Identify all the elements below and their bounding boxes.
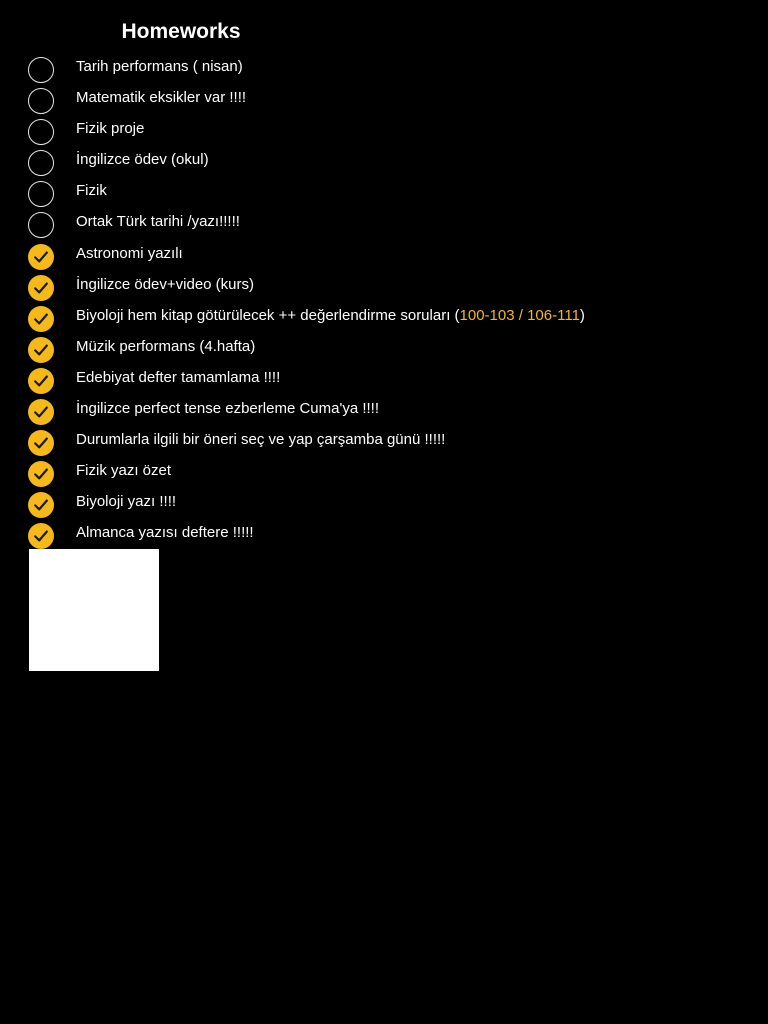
unchecked-circle-icon[interactable]	[28, 212, 54, 238]
unchecked-circle-icon[interactable]	[28, 88, 54, 114]
checklist-item[interactable]	[0, 84, 768, 115]
checklist-item[interactable]	[0, 240, 768, 271]
checklist-item[interactable]	[0, 426, 768, 457]
checklist-item-text[interactable]: Astronomi yazılı	[76, 244, 183, 262]
unchecked-circle-icon[interactable]	[28, 119, 54, 145]
checklist-item[interactable]	[0, 395, 768, 426]
checklist-item[interactable]	[0, 177, 768, 208]
checklist-item[interactable]	[0, 271, 768, 302]
checklist-item-text[interactable]: Almanca yazısı deftere !!!!!	[76, 524, 254, 542]
checklist	[0, 53, 768, 551]
checklist-item-text[interactable]: Fizik proje	[76, 120, 145, 138]
checklist-item[interactable]	[0, 115, 768, 146]
checklist-item-text[interactable]: Fizik yazı özet	[76, 462, 172, 480]
checked-circle-icon[interactable]	[28, 244, 54, 270]
checked-circle-icon[interactable]	[28, 461, 54, 487]
inserted-image-placeholder[interactable]	[29, 549, 159, 671]
checklist-item-text[interactable]: Biyoloji yazı !!!!	[76, 493, 177, 511]
checklist-item-text[interactable]: İngilizce perfect tense ezberleme Cuma'ya !!!!	[76, 400, 380, 418]
unchecked-circle-icon[interactable]	[28, 57, 54, 83]
checklist-item-text[interactable]: Tarih performans ( nisan)	[76, 58, 243, 75]
checklist-item[interactable]	[0, 519, 768, 550]
checklist-item-text[interactable]: İngilizce ödev (okul)	[76, 151, 209, 169]
checked-circle-icon[interactable]	[28, 306, 54, 332]
checklist-item[interactable]	[0, 208, 768, 239]
unchecked-circle-icon[interactable]	[28, 181, 54, 207]
checklist-item-text[interactable]: Müzik performans (4.hafta)	[76, 337, 256, 355]
checklist-item-text[interactable]: Edebiyat defter tamamlama !!!!	[76, 368, 281, 386]
checklist-item[interactable]	[0, 364, 768, 395]
checked-circle-icon[interactable]	[28, 337, 54, 363]
checklist-item-text[interactable]: Fizik	[76, 182, 107, 200]
note-title: Homeworks	[121, 20, 241, 43]
checked-circle-icon[interactable]	[28, 275, 54, 301]
unchecked-circle-icon[interactable]	[28, 150, 54, 176]
checklist-item[interactable]	[0, 488, 768, 519]
checklist-item[interactable]	[0, 53, 768, 84]
checked-circle-icon[interactable]	[28, 492, 54, 518]
checklist-item[interactable]	[0, 457, 768, 488]
checklist-item-text[interactable]: İngilizce ödev+video (kurs)	[76, 275, 255, 293]
checked-circle-icon[interactable]	[28, 399, 54, 425]
checked-circle-icon[interactable]	[28, 430, 54, 456]
checked-circle-icon[interactable]	[28, 523, 54, 549]
checked-circle-icon[interactable]	[28, 368, 54, 394]
checklist-item-text[interactable]: Durumlarla ilgili bir öneri seç ve yap çarşamba günü !!!!!	[76, 431, 446, 449]
checklist-item-text[interactable]: Matematik eksikler var !!!!	[76, 89, 247, 107]
checklist-item-text[interactable]: Ortak Türk tarihi /yazı!!!!!	[76, 213, 240, 231]
checklist-item[interactable]	[0, 302, 768, 333]
checklist-item[interactable]	[0, 146, 768, 177]
checklist-item[interactable]	[0, 333, 768, 364]
highlighted-text: 100-103 / 106-111	[459, 306, 580, 324]
checklist-item-text[interactable]: Biyoloji hem kitap götürülecek ++ değerlendirme soruları (100-103 / 106-111)	[76, 306, 585, 324]
